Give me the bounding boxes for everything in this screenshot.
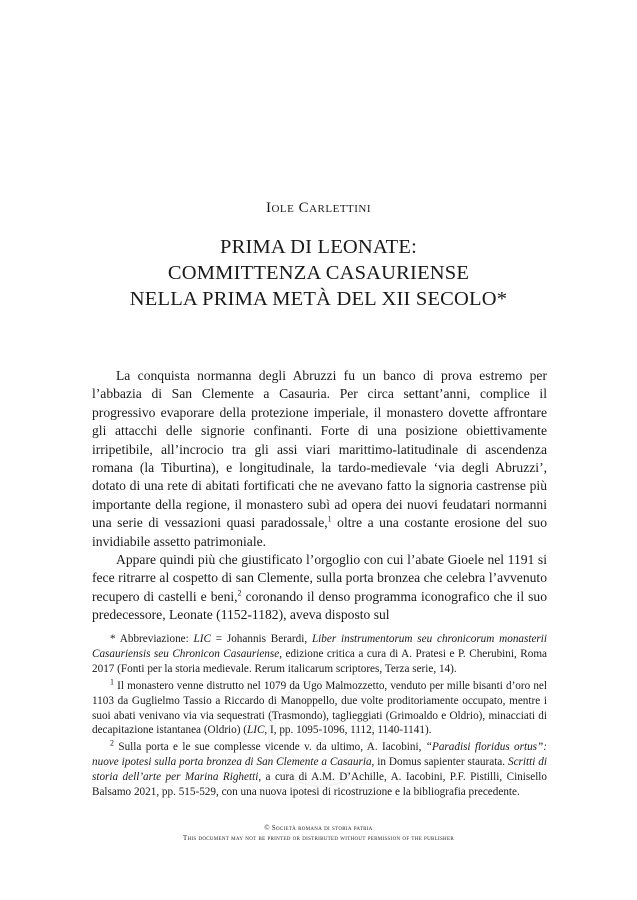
paragraph-text: La conquista normanna degli Abruzzi fu un banco di prova estremo per l’abbazia di San Clemente a Casauria. Per circa settant’anni, complice il progressivo evaporare della protezione imperiale, il monastero dovette affrontare gli attacchi delle signorie confinanti. Forte di una posizione obiettivamente irripetibile, all’incrocio tra gli assi viari marittimo-latitudinale di ascendenza romana (la Tiburtina), e longitudinale, la tardo-medievale ‘via degli Abruzzi’, dotato di una rete di abitati fortificati che ne avevano fatto la signoria castrense più importante della regione, il monastero subì ad opera dei nuovi feudatari normanni una serie di vessazioni quasi paradossale, xyxy=(92,368,547,531)
copyright-line: © Società romana di storia patria xyxy=(264,825,373,832)
footnote-2: $^2$ Sulla porta e le sue complesse vicende v. da ultimo, A. Iacobini, “Paradisi floridus ortus”: nuove ipotesi sulla porta bronzea di San Clemente a Casauria, in Domus sapienter staurata. Scritti di storia dell’arte per Marina Righetti, a cura di A.M. D’Achille, A. Iacobini, P.F. Pistilli, Cinisello Balsamo 2021, pp. 515-529, con una nuova ipotesi di ricostruzione e la bibliografia precedente. xyxy=(92,738,548,799)
paragraph-text: oltre a una costante erosione del suo invidiabile assetto patrimoniale. xyxy=(92,515,547,549)
title-line: NELLA PRIMA METÀ DEL XII SECOLO* xyxy=(129,288,508,310)
footnote-ref: 1 xyxy=(327,514,332,524)
footnote-ref: 2 xyxy=(237,588,242,598)
footnote-1: $^1$ Il monastero venne distrutto nel 1079 da Ugo Malmozzetto, venduto per mille bisanti d’oro nel 1103 da Guglielmo Tassio a Riccardo di Manoppello, due volte proditoriamente occupato, mentre i suoi abati venivano via via sequestrati (Trasmondo), taglieggiati (Grimoaldo e Oldrio), minacciati di decapitazione istantanea (Oldrio) (LIC, I, pp. 1095-1096, 1112, 1140-1141). xyxy=(92,676,547,737)
paragraph-text: Appare quindi più che giustificato l’orgoglio con cui l’abate Gioele nel 1191 si fece ritrarre al cospetto di san Clemente, sulla porta bronzea che celebra l’avvenuto recupero di castelli e beni, xyxy=(92,552,547,604)
copyright-footer xyxy=(0,824,637,844)
author-name: Iole Carlettini xyxy=(265,200,372,216)
paragraph xyxy=(92,551,547,625)
permission-line: This document may not be printed or distributed without permission of the publisher xyxy=(183,835,454,842)
paragraph-text: coronando il denso programma iconografico che il suo predecessore, Leonate (1152-1182), aveva disposto sul xyxy=(92,588,548,623)
title-line: PRIMA DI LEONATE: xyxy=(219,236,417,258)
paragraph xyxy=(92,367,547,551)
title-line: COMMITTENZA CASAURIENSE xyxy=(167,262,470,284)
article-title xyxy=(0,234,637,312)
body-text xyxy=(92,367,547,625)
footnote-star: * Abbreviazione: LIC = Johannis Berardi, Liber instrumentorum seu chronicorum monasterii Casauriensis seu Chronicon Casauriense, edizione critica a cura di A. Pratesi e P. Cherubini, Roma 2017 (Fonti per la storia medievale. Rerum italicarum scriptores, Terza serie, 14). xyxy=(92,633,548,675)
footnotes xyxy=(92,632,547,802)
